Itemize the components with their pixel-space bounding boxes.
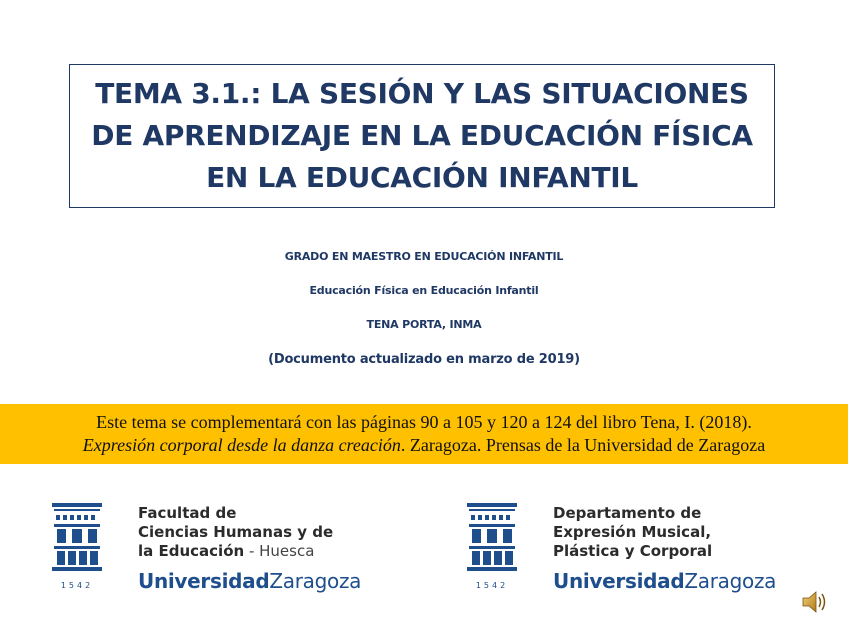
faculty-line-3: la Educación	[138, 542, 245, 560]
department-line-3: Plástica y Corporal	[553, 542, 713, 560]
faculty-name	[138, 504, 333, 561]
department-name	[553, 504, 712, 561]
faculty-logo	[48, 503, 368, 598]
title-box	[69, 64, 775, 208]
department-logo	[463, 503, 783, 598]
reference-note-line-2	[0, 434, 848, 457]
title-line-2: DE APRENDIZAJE EN LA EDUCACIÓN FÍSICA	[91, 119, 753, 152]
reference-note-band	[0, 404, 848, 464]
university-wordmark: UniversidadZaragoza	[138, 569, 362, 593]
faculty-location: - Huesca	[244, 542, 315, 560]
publisher-text: . Zaragoza. Prensas de la Universidad de Zaragoza	[400, 435, 766, 455]
faculty-line-1: Facultad de	[138, 504, 237, 522]
book-title: Expresión corporal desde la danza creación	[82, 435, 401, 455]
title-line-3: EN LA EDUCACIÓN INFANTIL	[206, 161, 638, 194]
university-wordmark: UniversidadZaragoza	[553, 569, 777, 593]
updated-label: (Documento actualizado en marzo de 2019)	[268, 352, 580, 367]
degree-label: GRADO EN MAESTRO EN EDUCACIÓN INFANTIL	[284, 250, 564, 263]
faculty-line-2: Ciencias Humanas y de	[138, 523, 334, 541]
university-crest-icon	[48, 503, 106, 593]
title-line-1: TEMA 3.1.: LA SESIÓN Y LAS SITUACIONES	[95, 77, 749, 110]
crest-year: 1542	[60, 581, 94, 590]
department-line-1: Departamento de	[553, 504, 702, 522]
department-line-2: Expresión Musical,	[553, 523, 712, 541]
crest-year: 1542	[475, 581, 509, 590]
subject-label: Educación Física en Educación Infantil	[309, 284, 539, 297]
reference-note-line-1: Este tema se complementará con las páginas 90 a 105 y 120 a 124 del libro Tena, I. (2018).	[96, 412, 752, 432]
speaker-icon[interactable]	[800, 588, 828, 616]
university-crest-icon	[463, 503, 521, 593]
author-label: TENA PORTA, INMA	[366, 318, 482, 331]
